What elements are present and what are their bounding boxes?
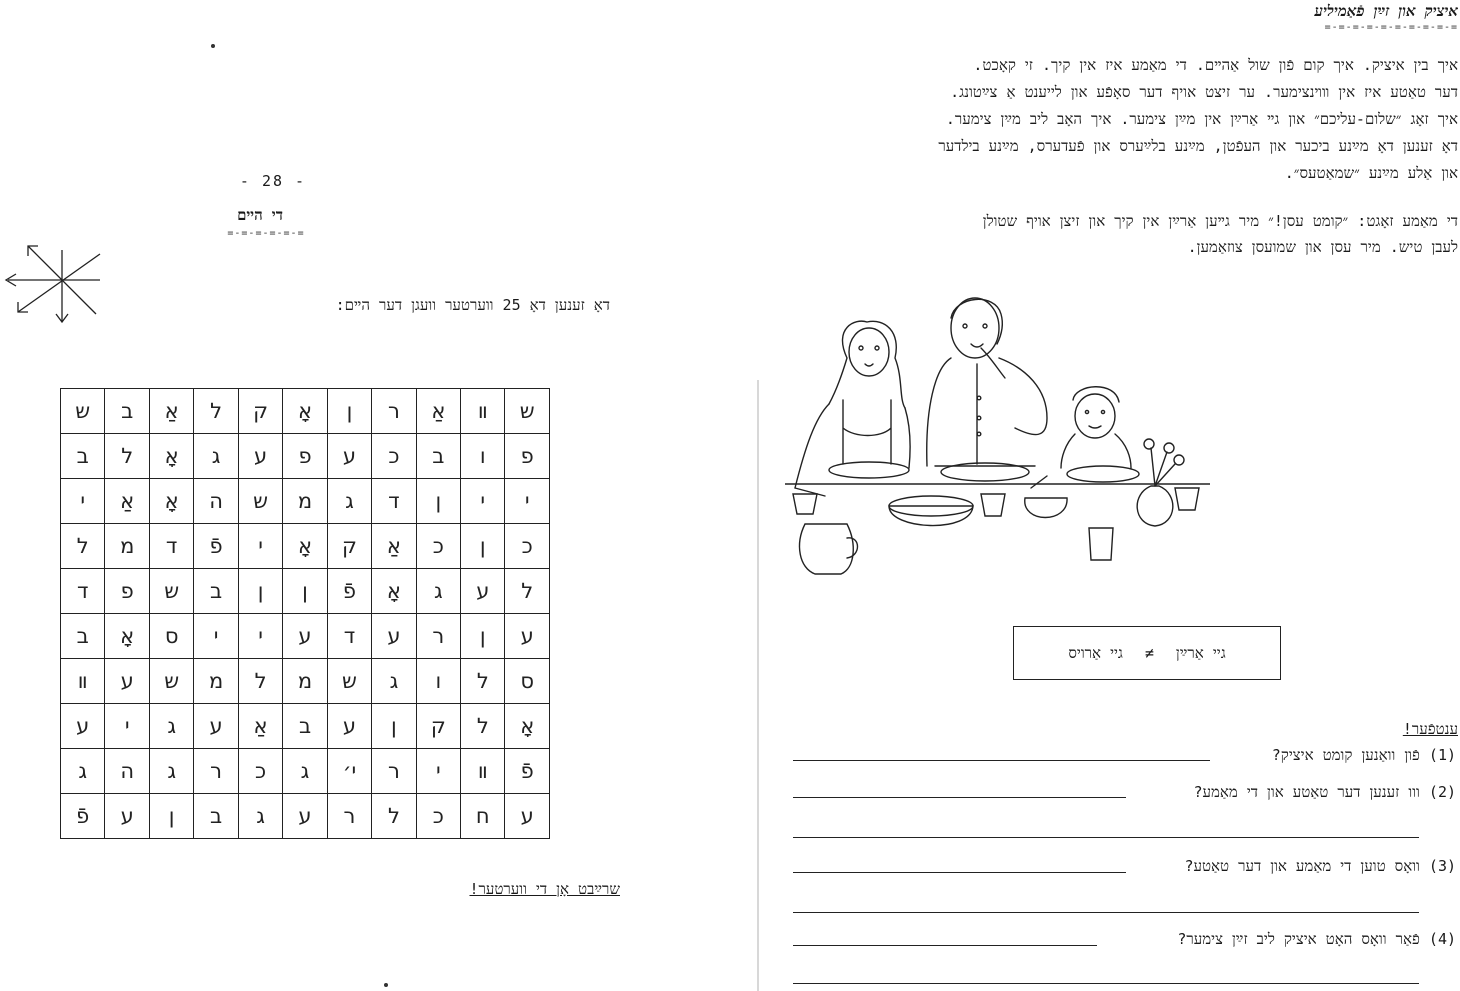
grid-row	[61, 389, 550, 434]
grid-cell[interactable]: ן	[372, 704, 416, 749]
grid-cell[interactable]: י	[238, 524, 282, 569]
page-number: - 28 -	[239, 172, 307, 190]
grid-cell[interactable]: ד	[327, 614, 371, 659]
grid-cell[interactable]: י	[238, 614, 282, 659]
answer-line[interactable]	[793, 912, 1419, 913]
flower-vase	[1137, 486, 1173, 526]
grid-cell[interactable]: ע	[61, 704, 105, 749]
answer-line[interactable]	[793, 945, 1097, 946]
vocabulary-box	[1013, 626, 1281, 680]
grid-cell[interactable]: ע	[327, 434, 371, 479]
compass-arrows-icon	[0, 240, 110, 330]
grid-cell[interactable]: פ	[505, 434, 550, 479]
grid-cell[interactable]: ה	[105, 749, 149, 794]
grid-cell[interactable]: ו	[461, 434, 505, 479]
grid-cell[interactable]: אָ	[149, 479, 193, 524]
grid-cell[interactable]: פֿ	[327, 569, 371, 614]
grid-cell[interactable]: אַ	[372, 524, 416, 569]
grid-cell[interactable]: ש	[61, 389, 105, 434]
grid-cell[interactable]: ג	[194, 434, 238, 479]
grid-cell[interactable]: ס	[505, 659, 550, 704]
answer-line[interactable]	[793, 872, 1126, 873]
grid-row	[61, 479, 550, 524]
grid-cell[interactable]: ס	[149, 614, 193, 659]
grid-cell[interactable]: כ	[372, 434, 416, 479]
grid-cell[interactable]: ב	[105, 389, 149, 434]
grid-row	[61, 524, 550, 569]
title-underline: =-=-=-=-=-=-=-=-=-=	[1324, 22, 1458, 33]
grid-row	[61, 434, 550, 479]
grid-cell[interactable]: ר	[416, 614, 460, 659]
grid-cell[interactable]: ש	[505, 389, 550, 434]
grid-cell[interactable]: ב	[194, 569, 238, 614]
grid-cell[interactable]: ב	[61, 614, 105, 659]
vocab-right: גיי אַרויס	[1068, 643, 1123, 662]
grid-cell[interactable]: ע	[461, 569, 505, 614]
sugar-bowl	[1025, 476, 1067, 518]
grid-cell[interactable]: ע	[105, 794, 149, 839]
grid-cell[interactable]: י	[416, 749, 460, 794]
glass	[1089, 528, 1113, 560]
grid-cell[interactable]: כ	[505, 524, 550, 569]
grid-cell[interactable]: פֿ	[505, 749, 550, 794]
grid-cell[interactable]: ר	[372, 389, 416, 434]
grid-cell[interactable]: פֿ	[194, 524, 238, 569]
grid-cell[interactable]: ק	[238, 389, 282, 434]
grid-row	[61, 794, 550, 839]
grid-cell[interactable]: ב	[283, 704, 327, 749]
speck	[384, 983, 388, 987]
answer-heading: ענטפֿער!	[1402, 720, 1458, 738]
grid-cell[interactable]: ל	[61, 524, 105, 569]
grid-cell[interactable]: ע	[105, 659, 149, 704]
grid-cell[interactable]: ש	[238, 479, 282, 524]
grid-cell[interactable]: ח	[461, 794, 505, 839]
grid-cell[interactable]: ד	[372, 479, 416, 524]
grid-cell[interactable]: ד	[149, 524, 193, 569]
grid-cell[interactable]: ו	[416, 659, 460, 704]
child-face	[1075, 394, 1115, 438]
grid-cell[interactable]: ן	[327, 389, 371, 434]
grid-cell[interactable]: י	[461, 479, 505, 524]
grid-cell[interactable]: װ	[61, 659, 105, 704]
grid-cell[interactable]: ר	[372, 749, 416, 794]
grid-cell[interactable]: מ	[283, 659, 327, 704]
plate	[829, 462, 909, 478]
grid-cell[interactable]: ע	[505, 614, 550, 659]
grid-cell[interactable]: מ	[105, 524, 149, 569]
write-words-heading: שרײַבט אָן די ווערטער!	[469, 880, 620, 898]
grid-cell[interactable]: ש	[149, 569, 193, 614]
grid-cell[interactable]: י	[505, 479, 550, 524]
grid-cell[interactable]: אַ	[238, 704, 282, 749]
answer-line[interactable]	[793, 837, 1419, 838]
question-3: (3) וואָס טוען די מאַמע און דער טאַטע?	[1184, 857, 1456, 875]
grid-cell[interactable]: ר	[194, 749, 238, 794]
grid-cell[interactable]: ק	[327, 524, 371, 569]
grid-cell[interactable]: פ	[283, 434, 327, 479]
grid-cell[interactable]: מ	[194, 659, 238, 704]
grid-cell[interactable]: ל	[461, 659, 505, 704]
father-body	[927, 358, 1047, 466]
grid-cell[interactable]: װ	[461, 749, 505, 794]
question-1: (1) פֿון וואַנען קומט איציק?	[1271, 746, 1456, 764]
family-dinner-illustration	[785, 288, 1210, 588]
answer-line[interactable]	[793, 760, 1210, 761]
story-line: דאָ זענען דאָ מײַנע ביכער און העפֿטן, מײַנע בלײַערס און פֿעדערס, מײַנע בילדער	[938, 137, 1458, 155]
grid-cell[interactable]: כ	[416, 524, 460, 569]
grid-cell[interactable]: י	[105, 704, 149, 749]
grid-cell[interactable]: ל	[194, 389, 238, 434]
grid-cell[interactable]: ג	[283, 749, 327, 794]
grid-cell[interactable]: ל	[105, 434, 149, 479]
grid-cell[interactable]: װ	[461, 389, 505, 434]
mother-face	[849, 328, 889, 376]
story-title: איציק און זײַן פֿאַמיליע	[1314, 2, 1458, 20]
grid-cell[interactable]: ל	[461, 704, 505, 749]
grid-cell[interactable]: ר	[327, 794, 371, 839]
speck	[211, 44, 215, 48]
grid-cell[interactable]: אָ	[149, 434, 193, 479]
grid-cell[interactable]: ה	[194, 479, 238, 524]
grid-row	[61, 749, 550, 794]
story-line: איך זאָג ״שלום-עליכם״ און גײ אַרײַן אין מײַן צימער. איך האָב ליב מײַן צימער.	[945, 110, 1458, 128]
grid-cell[interactable]: י	[194, 614, 238, 659]
cup	[793, 494, 817, 514]
grid-cell[interactable]: ג	[238, 794, 282, 839]
grid-cell[interactable]: פ	[105, 569, 149, 614]
grid-cell[interactable]: ש	[149, 659, 193, 704]
question-2: (2) ווו זענען דער טאַטע און די מאַמע?	[1193, 783, 1456, 801]
grid-cell[interactable]: ב	[416, 434, 460, 479]
grid-cell[interactable]: ב	[194, 794, 238, 839]
story-line: איך בין איציק. איך קום פֿון שול אַהײם. די מאַמע איז אין קיך. זי קאָכט.	[973, 56, 1458, 74]
grid-cell[interactable]: ן	[149, 794, 193, 839]
grid-cell[interactable]: ע	[327, 704, 371, 749]
grid-cell[interactable]: ג	[149, 749, 193, 794]
grid-cell[interactable]: ן	[238, 569, 282, 614]
grid-cell[interactable]: ג	[149, 704, 193, 749]
grid-cell[interactable]: אַ	[105, 479, 149, 524]
grid-cell[interactable]: ק	[416, 704, 460, 749]
word-search-grid	[60, 388, 550, 839]
grid-cell[interactable]: ד	[61, 569, 105, 614]
grid-cell[interactable]: אָ	[372, 569, 416, 614]
grid-cell[interactable]: ג	[327, 479, 371, 524]
grid-cell[interactable]: ע	[372, 614, 416, 659]
grid-cell[interactable]: ש	[327, 659, 371, 704]
book-spine	[757, 380, 759, 991]
grid-cell[interactable]: אָ	[505, 704, 550, 749]
vocab-left: גיי אַרײַן	[1175, 643, 1226, 662]
grid-cell[interactable]: ב	[61, 434, 105, 479]
grid-cell[interactable]: ג	[61, 749, 105, 794]
grid-cell[interactable]: ל	[372, 794, 416, 839]
grid-cell[interactable]: ן	[461, 524, 505, 569]
mother-hair	[829, 321, 905, 408]
grid-cell[interactable]: אַ	[149, 389, 193, 434]
grid-cell[interactable]: י׳	[327, 749, 371, 794]
grid-cell[interactable]: ג	[416, 569, 460, 614]
grid-cell[interactable]: ן	[461, 614, 505, 659]
grid-cell[interactable]: מ	[283, 479, 327, 524]
page-title: די הײם	[237, 206, 283, 224]
question-4: (4) פֿאַר וואָס האָט איציק ליב זײַן צימער?	[1177, 930, 1456, 948]
grid-cell[interactable]: אָ	[105, 614, 149, 659]
grid-row	[61, 704, 550, 749]
story-line: דער טאַטע איז אין װױנצימער. ער זיצט אויף דער סאָפֿע און לייענט אַ צײַטונג.	[950, 83, 1458, 101]
story-line: די מאַמע זאָגט: ״קומט עסן!״ מיר גײען אַרײַן אין קיך און זיצן אויף שטולן	[982, 212, 1458, 230]
not-equal-symbol: ≠	[1144, 644, 1154, 662]
grid-cell[interactable]: ע	[238, 434, 282, 479]
grid-cell[interactable]: אָ	[283, 524, 327, 569]
answer-line[interactable]	[793, 797, 1126, 798]
child-body	[1061, 434, 1131, 468]
title-underline: =-=-=-=-=-=	[227, 228, 305, 239]
grid-cell[interactable]: כ	[238, 749, 282, 794]
answer-line[interactable]	[793, 983, 1419, 984]
grid-cell[interactable]: כ	[416, 794, 460, 839]
grid-cell[interactable]: ע	[283, 794, 327, 839]
grid-row	[61, 614, 550, 659]
grid-cell[interactable]: ל	[505, 569, 550, 614]
instruction-text: דאָ זענען דאָ 25 ווערטער וועגן דער הײם:	[335, 296, 610, 314]
grid-cell[interactable]: ע	[505, 794, 550, 839]
grid-row	[61, 569, 550, 614]
grid-cell[interactable]: אָ	[283, 389, 327, 434]
grid-row	[61, 659, 550, 704]
pitcher	[800, 524, 858, 574]
grid-cell[interactable]: פֿ	[61, 794, 105, 839]
grid-cell[interactable]: ן	[283, 569, 327, 614]
grid-cell[interactable]: אַ	[416, 389, 460, 434]
story-line: און אַלע מײַנע ״שמאַטעס״.	[1284, 164, 1458, 182]
cup	[981, 494, 1005, 516]
grid-cell[interactable]: ע	[194, 704, 238, 749]
grid-cell[interactable]: ג	[372, 659, 416, 704]
cup	[1175, 488, 1199, 510]
grid-cell[interactable]: ל	[238, 659, 282, 704]
grid-cell[interactable]: ע	[283, 614, 327, 659]
story-line: לעבן טיש. מיר עסן און שמועסן צוזאַמען.	[1187, 238, 1458, 256]
father-face	[951, 298, 999, 358]
grid-cell[interactable]: י	[61, 479, 105, 524]
mother-body	[795, 400, 910, 488]
plate	[1067, 466, 1139, 482]
grid-cell[interactable]: ן	[416, 479, 460, 524]
